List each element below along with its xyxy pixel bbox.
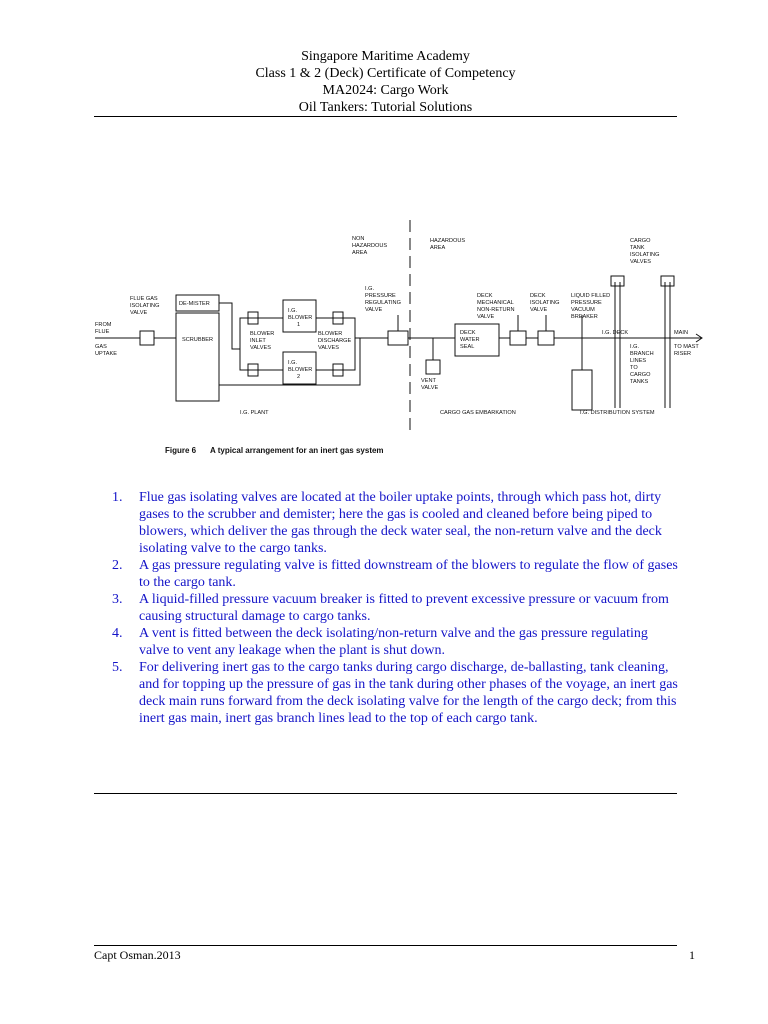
label-cargo-gas: CARGO GAS EMBARKATION — [440, 410, 516, 416]
label-distribution: I.G. DISTRIBUTION SYSTEM — [580, 410, 655, 416]
label-pressure-reg-3: VALVE — [365, 307, 383, 313]
label-liquid-filled-0: LIQUID FILLED — [571, 293, 611, 299]
item-text: For delivering inert gas to the cargo tanks during cargo discharge, de-ballasting, tank cleaning, and for topping up the pressure of gas in the tank during other phases of the voyage, an inert gas deck main runs forward from the deck isolating valve for the length of the cargo deck; from this inert gas main, inert gas branch lines lead to the top of each cargo tank. — [139, 660, 678, 726]
figure-caption-text: A typical arrangement for an inert gas system — [210, 446, 384, 455]
label-branch-0: I.G. — [630, 344, 640, 350]
list-item — [112, 557, 678, 591]
label-deck-isolating-2: VALVE — [530, 307, 548, 313]
label-cargo-tank-1: TANK — [630, 245, 645, 251]
item-text: A vent is fitted between the deck isolating/non-return valve and the gas pressure regulating valve to vent any leakage when the plant is shut down. — [139, 626, 648, 658]
label-liquid-filled-3: BREAKER — [571, 314, 598, 320]
label-liquid-filled-1: PRESSURE — [571, 300, 602, 306]
label-deck-isolating-0: DECK — [530, 293, 546, 299]
header-rule — [94, 116, 677, 117]
label-blower2-2: 2 — [297, 374, 301, 380]
inert-gas-system-diagram — [90, 220, 710, 460]
label-pressure-reg-1: PRESSURE — [365, 293, 396, 299]
item-text: Flue gas isolating valves are located at the boiler uptake points, through which pass hot, dirty gases to the scrubber and demister; here the gas is cooled and cleaned before being piped to blowers, which deliver the gas through the deck water seal, the non-return valve and the deck isolating valve to the cargo tanks. — [139, 490, 662, 556]
label-non-return-2: NON-RETURN — [477, 307, 515, 313]
label-vent-0: VENT — [421, 378, 436, 384]
label-branch-2: LINES — [630, 358, 647, 364]
label-pressure-reg-2: REGULATING — [365, 300, 401, 306]
label-discharge-2: VALVES — [318, 345, 339, 351]
label-ig-deck: I.G. DECK — [602, 330, 629, 336]
label-discharge-0: BLOWER — [318, 331, 343, 337]
label-main: MAIN — [674, 330, 688, 336]
label-hazardous-0: HAZARDOUS — [430, 238, 466, 244]
label-non-hazardous-0: NON — [352, 236, 365, 242]
list-item — [112, 625, 678, 659]
solutions-list — [112, 489, 678, 727]
document-header — [94, 48, 677, 116]
header-line-2: Class 1 & 2 (Deck) Certificate of Competency — [255, 66, 516, 81]
footer-rule — [94, 945, 677, 946]
footer-page-number: 1 — [689, 948, 695, 962]
label-inlet-2: VALVES — [250, 345, 271, 351]
label-flue-gas-2: VALVE — [130, 310, 148, 316]
label-flue-gas-1: ISOLATING — [130, 303, 160, 309]
label-branch-4: CARGO — [630, 372, 651, 378]
label-non-return-3: VALVE — [477, 314, 495, 320]
label-mast-1: RISER — [674, 351, 692, 357]
label-flue-gas-0: FLUE GAS — [130, 296, 158, 302]
label-de-mister: DE-MISTER — [179, 301, 210, 307]
label-water-seal-1: WATER — [460, 337, 480, 343]
header-line-3: MA2024: Cargo Work — [322, 83, 449, 98]
content-end-rule — [94, 793, 677, 794]
list-item — [112, 659, 678, 727]
label-from-flue-3: UPTAKE — [95, 351, 117, 357]
label-non-hazardous-1: HAZARDOUS — [352, 243, 388, 249]
item-number: 3. — [112, 592, 123, 607]
item-text: A liquid-filled pressure vacuum breaker is fitted to prevent excessive pressure or vacuum from causing structural damage to cargo tanks. — [139, 592, 669, 624]
label-from-flue-2: GAS — [95, 344, 107, 350]
label-blower2-1: BLOWER — [288, 367, 313, 373]
list-item — [112, 489, 678, 557]
item-number: 5. — [112, 660, 123, 675]
item-number: 1. — [112, 490, 123, 505]
figure-caption-number: Figure 6 — [165, 446, 197, 455]
label-water-seal-0: DECK — [460, 330, 476, 336]
label-pressure-reg-0: I.G. — [365, 286, 375, 292]
label-cargo-tank-0: CARGO — [630, 238, 651, 244]
label-ig-plant: I.G. PLANT — [240, 410, 269, 416]
label-inlet-0: BLOWER — [250, 331, 275, 337]
label-blower1-2: 1 — [297, 322, 301, 328]
label-mast-0: TO MAST — [674, 344, 699, 350]
label-branch-5: TANKS — [630, 379, 649, 385]
label-branch-1: BRANCH — [630, 351, 654, 357]
label-non-return-0: DECK — [477, 293, 493, 299]
header-line-4: Oil Tankers: Tutorial Solutions — [298, 100, 473, 115]
item-number: 2. — [112, 558, 123, 573]
label-branch-3: TO — [630, 365, 638, 371]
label-from-flue-0: FROM — [95, 322, 112, 328]
item-number: 4. — [112, 626, 123, 641]
label-scrubber: SCRUBBER — [182, 337, 214, 343]
label-vent-1: VALVE — [421, 385, 439, 391]
label-from-flue-1: FLUE — [95, 329, 110, 335]
footer-author: Capt Osman.2013 — [94, 948, 181, 962]
label-non-hazardous-2: AREA — [352, 250, 368, 256]
label-deck-isolating-1: ISOLATING — [530, 300, 560, 306]
item-text: A gas pressure regulating valve is fitted downstream of the blowers to regulate the flow of gases to the cargo tank. — [139, 558, 678, 590]
label-hazardous-1: AREA — [430, 245, 446, 251]
list-item — [112, 591, 678, 625]
label-blower1-1: BLOWER — [288, 315, 313, 321]
label-water-seal-2: SEAL — [460, 344, 475, 350]
label-blower1-0: I.G. — [288, 308, 298, 314]
label-inlet-1: INLET — [250, 338, 266, 344]
label-cargo-tank-3: VALVES — [630, 259, 651, 265]
label-cargo-tank-2: ISOLATING — [630, 252, 660, 258]
header-line-1: Singapore Maritime Academy — [301, 49, 470, 64]
label-blower2-0: I.G. — [288, 360, 298, 366]
label-liquid-filled-2: VACUUM — [571, 307, 595, 313]
label-non-return-1: MECHANICAL — [477, 300, 514, 306]
label-discharge-1: DISCHARGE — [318, 338, 352, 344]
